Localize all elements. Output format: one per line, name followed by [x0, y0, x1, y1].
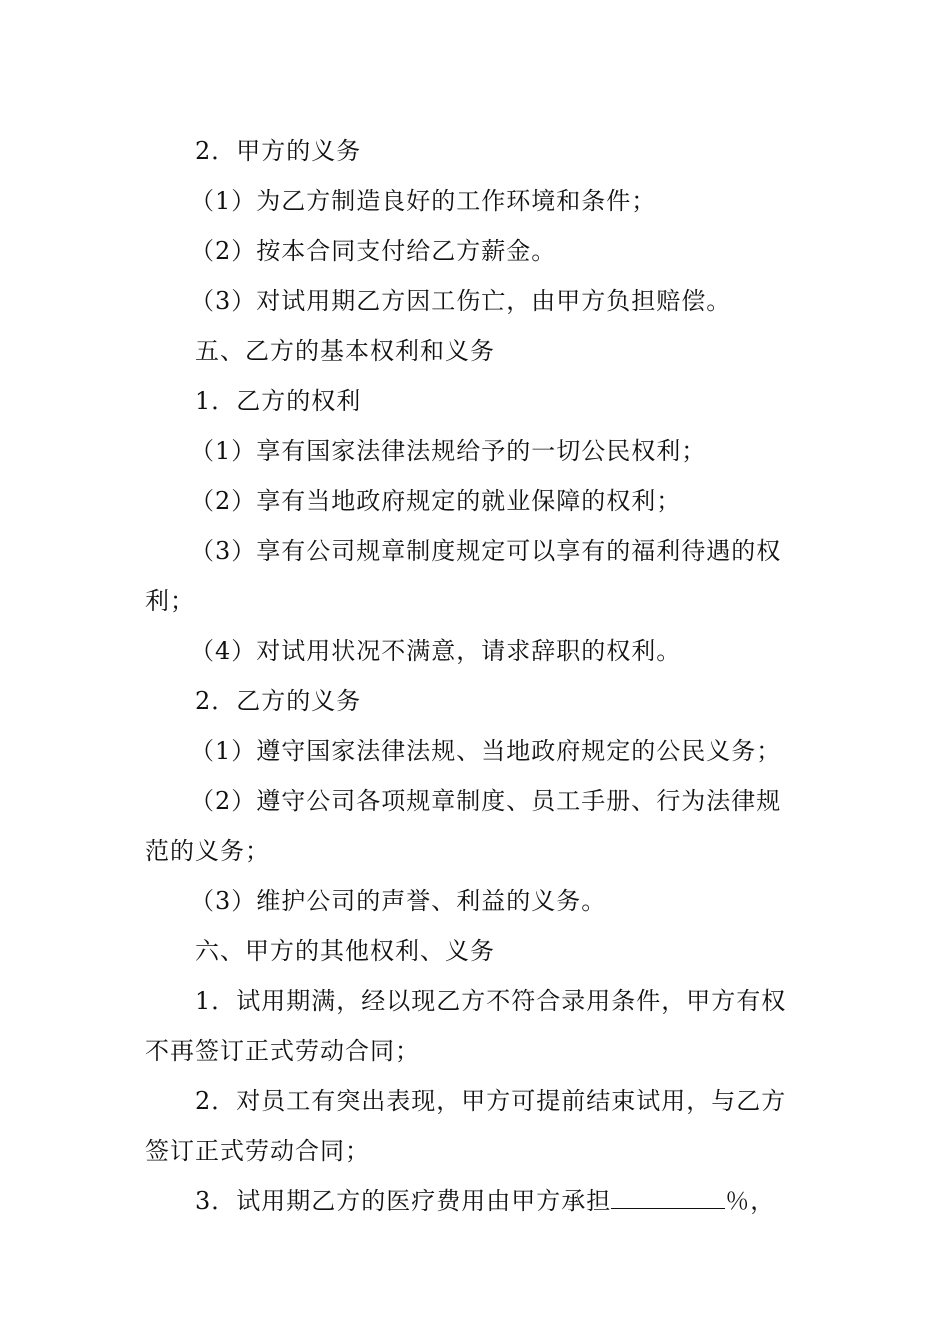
- clause-text: （1）遵守国家法律法规、当地政府规定的公民义务；: [190, 737, 782, 765]
- clause-text: 1．试用期满，经以现乙方不符合录用条件，甲方有权: [195, 987, 787, 1015]
- clause-text-with-blank: [195, 1186, 865, 1216]
- clause-text-continuation: 签订正式劳动合同；: [145, 1137, 370, 1165]
- clause-text: （3）维护公司的声誉、利益的义务。: [190, 887, 607, 915]
- clause-text: （1）为乙方制造良好的工作环境和条件；: [190, 187, 657, 215]
- section-heading-party-b-obligations: 2．乙方的义务: [195, 687, 362, 715]
- clause-text: （2）按本合同支付给乙方薪金。: [190, 237, 557, 265]
- clause-text: 3．试用期乙方的医疗费用由甲方承担: [195, 1187, 612, 1215]
- clause-text: （2）遵守公司各项规章制度、员工手册、行为法律规: [190, 787, 782, 815]
- clause-text: （1）享有国家法律法规给予的一切公民权利；: [190, 437, 707, 465]
- clause-text-suffix: ％，: [725, 1187, 776, 1215]
- section-heading-party-a-obligations: 2．甲方的义务: [195, 137, 362, 165]
- section-heading-party-b-rights: 1．乙方的权利: [195, 387, 362, 415]
- clause-text: （2）享有当地政府规定的就业保障的权利；: [190, 487, 682, 515]
- clause-text-continuation: 利；: [145, 587, 195, 615]
- clause-text-continuation: 不再签订正式劳动合同；: [145, 1037, 420, 1065]
- clause-text-continuation: 范的义务；: [145, 837, 270, 865]
- clause-text: 2．对员工有突出表现，甲方可提前结束试用，与乙方: [195, 1087, 787, 1115]
- section-heading-five: 五、乙方的基本权利和义务: [195, 337, 495, 365]
- clause-text: （3）享有公司规章制度规定可以享有的福利待遇的权: [190, 537, 782, 565]
- clause-text: （4）对试用状况不满意，请求辞职的权利。: [190, 637, 682, 665]
- section-heading-six: 六、甲方的其他权利、义务: [195, 937, 495, 965]
- clause-text: （3）对试用期乙方因工伤亡，由甲方负担赔偿。: [190, 287, 732, 315]
- fill-in-blank[interactable]: [611, 1186, 725, 1209]
